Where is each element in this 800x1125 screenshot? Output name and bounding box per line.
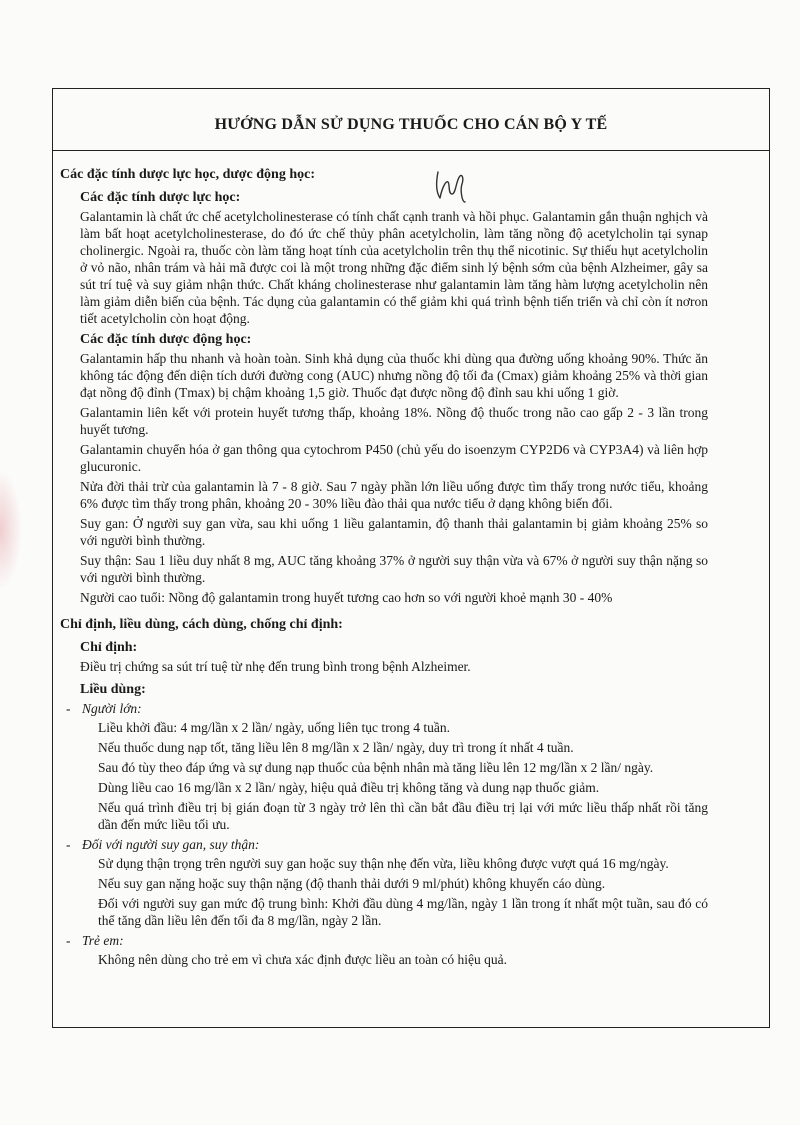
indication-text: Điều trị chứng sa sút trí tuệ từ nhẹ đến trung bình trong bệnh Alzheimer. <box>80 659 471 674</box>
dosage-line: Nếu quá trình điều trị bị gián đoạn từ 3 ngày trở lên thì cần bắt đầu điều trị lại với mức liều thấp nhất rồi tăng dần đến mức liều tối ưu. <box>98 800 708 832</box>
dash-mark: - <box>66 933 71 948</box>
pk-paragraph: Người cao tuổi: Nồng độ galantamin trong huyết tương cao hơn so với người khoẻ mạnh 30 - 40% <box>80 590 613 605</box>
dosage-line: Liều khởi đầu: 4 mg/lần x 2 lần/ ngày, uống liên tục trong 4 tuần. <box>98 720 450 735</box>
dosage-line: Nếu suy gan nặng hoặc suy thận nặng (độ thanh thải dưới 9 ml/phút) không khuyến cáo dùng. <box>98 876 606 891</box>
pk-paragraph: Suy thận: Sau 1 liều duy nhất 8 mg, AUC tăng khoảng 37% ở người suy thận vừa và 67% ở người suy thận nặng so với người bình thường. <box>80 553 708 585</box>
pk-paragraph: Suy gan: Ở người suy gan vừa, sau khi uống 1 liều galantamin, độ thanh thải galantamin bị giảm khoảng 25% so với người bình thường. <box>80 516 708 548</box>
dash-mark: - <box>66 701 71 716</box>
dosage-line: Đối với người suy gan mức độ trung bình: Khởi đầu dùng 4 mg/lần, ngày 1 lần trong ít nhất một tuần, sau đó có thể tăng dần liều lên đến tối đa 8 mg/lần, ngày 2 lần. <box>98 896 708 928</box>
dosage-line: Dùng liều cao 16 mg/lần x 2 lần/ ngày, hiệu quả điều trị không tăng và dung nạp thuốc giảm. <box>98 780 600 795</box>
renal-label: - Đối với người suy gan, suy thận: <box>66 837 260 852</box>
child-label: - Trẻ em: <box>66 933 124 948</box>
pk-paragraph: Galantamin hấp thu nhanh và hoàn toàn. Sinh khả dụng của thuốc khi dùng qua đường uống khoảng 90%. Thức ăn không tác động đến diện tích dưới đường cong (AUC) nhưng nồng độ tối đa (Cmax) giảm khoảng 25% và thời gian đạt nồng độ đỉnh (Tmax) bị chậm khoảng 1,5 giờ. Thuốc đạt được nồng độ đỉnh sau khi uống 1 giờ. <box>80 351 708 400</box>
title-rule <box>52 150 770 151</box>
section-heading-pharmacology: Các đặc tính dược lực học, dược động học: <box>60 167 315 182</box>
dosage-line: Sau đó tùy theo đáp ứng và sự dung nạp thuốc của bệnh nhân mà tăng liều lên 12 mg/lần x 2 lần/ ngày. <box>98 760 654 775</box>
pd-text: Galantamin là chất ức chế acetylcholinesterase có tính chất cạnh tranh và hồi phục. Galantamin gắn thuận nghịch và làm bất hoạt acetylcholinesterase, do đó ức chế thủy phân acetylcholin, làm tăng nồng độ acetylcholin tại synap cholinergic. Ngoài ra, thuốc còn làm tăng hoạt tính của acetylcholin trên thụ thể nicotinic. Sự thiếu hụt acetylcholin ở vỏ não, nhân trám và hải mã được coi là một trong những đặc điểm sinh lý bệnh sớm của bệnh Alzheimer, gây sa sút trí tuệ và suy giảm nhận thức. Chất kháng cholinesterase như galantamin làm tăng hàm lượng acetylcholin nên làm giảm diễn biến của bệnh. Tác dụng của galantamin có thể giảm khi quá trình bệnh tiến triển và chỉ còn ít nơron tiết acetylcholin còn hoạt động. <box>80 209 708 326</box>
document-title: HƯỚNG DẪN SỬ DỤNG THUỐC CHO CÁN BỘ Y TẾ <box>214 116 608 133</box>
adult-label: - Người lớn: <box>66 701 142 716</box>
stamp-mark <box>0 470 22 590</box>
document-body <box>60 158 708 971</box>
dash-mark: - <box>66 837 71 852</box>
dosage-line: Nếu thuốc dung nạp tốt, tăng liều lên 8 mg/lần x 2 lần/ ngày, duy trì trong ít nhất 4 tuần. <box>98 740 574 755</box>
pk-paragraph: Galantamin liên kết với protein huyết tương thấp, khoảng 18%. Nồng độ thuốc trong não cao gấp 2 - 3 lần trong huyết tương. <box>80 405 708 437</box>
dosage-heading: Liều dùng: <box>80 682 146 697</box>
indication-heading: Chỉ định: <box>80 640 138 655</box>
section-heading-indications: Chỉ định, liều dùng, cách dùng, chống chỉ định: <box>60 617 343 632</box>
pk-paragraph: Galantamin chuyển hóa ở gan thông qua cytochrom P450 (chủ yếu do isoenzym CYP2D6 và CYP3A4) và liên hợp glucuronic. <box>80 442 708 474</box>
pk-heading: Các đặc tính dược động học: <box>80 332 252 347</box>
dosage-line: Không nên dùng cho trẻ em vì chưa xác định được liều an toàn có hiệu quả. <box>98 952 508 967</box>
pd-heading: Các đặc tính dược lực học: <box>80 190 241 205</box>
dosage-line: Sử dụng thận trọng trên người suy gan hoặc suy thận nhẹ đến vừa, liều không được vượt quá 16 mg/ngày. <box>98 856 669 871</box>
pk-paragraph: Nửa đời thải trừ của galantamin là 7 - 8 giờ. Sau 7 ngày phần lớn liều uống được tìm thấy trong nước tiểu, khoảng 6% được tìm thấy trong phân, khoảng 20 - 30% liều đào thải qua nước tiểu ở dạng không biến đổi. <box>80 479 708 511</box>
